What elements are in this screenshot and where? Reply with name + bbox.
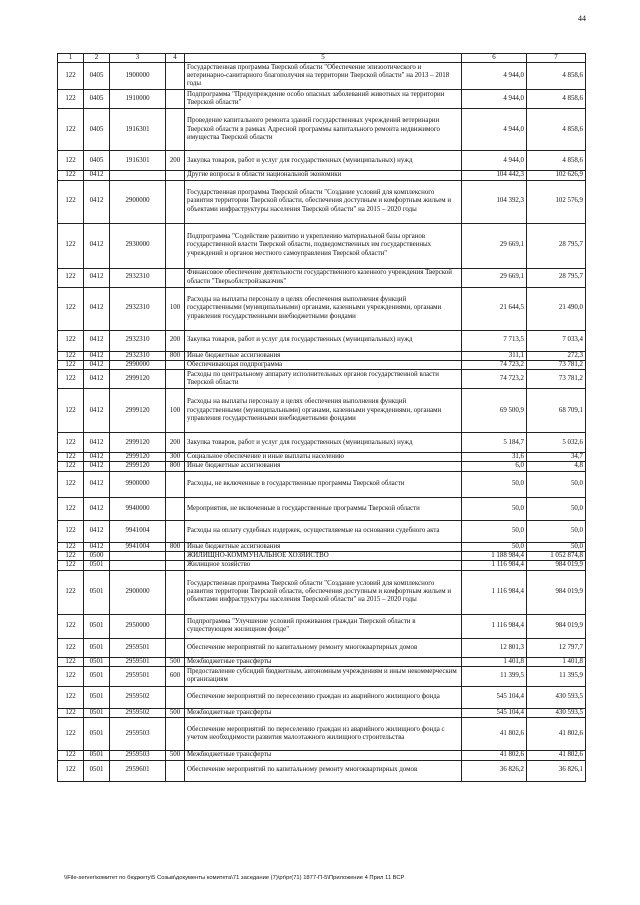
cell-target-code: 2932310 [110,287,166,330]
cell-amount-col6: 50,0 [462,542,527,551]
header-col-5: 5 [185,54,462,63]
cell-ministry-code: 122 [58,287,84,330]
cell-amount-col7: 984 019,9 [527,614,586,638]
cell-item-name: Подпрограмма "Предупреждение особо опасных заболеваний животных на территории Тверской области" [185,90,462,109]
cell-ministry-code: 122 [58,268,84,287]
cell-expense-type-code [166,471,185,497]
cell-section-code: 0501 [84,708,110,717]
cell-expense-type-code [166,718,185,751]
cell-section-code: 0412 [84,389,110,433]
cell-ministry-code: 122 [58,751,84,760]
cell-amount-col7: 4 858,6 [527,109,586,151]
cell-target-code: 9941004 [110,520,166,542]
cell-ministry-code: 122 [58,718,84,751]
cell-ministry-code: 122 [58,462,84,471]
cell-section-code: 0501 [84,638,110,657]
cell-target-code: 2999120 [110,389,166,433]
cell-amount-col6: 69 500,9 [462,389,527,433]
cell-amount-col7: 102 576,9 [527,180,586,223]
cell-ministry-code: 122 [58,389,84,433]
table-row [58,718,586,751]
cell-section-code: 0412 [84,497,110,520]
cell-item-name: Государственная программа Тверской области "Создание условий для комплексного развития территории Тверской области, обеспечения доступным и комфортным жильем и объектами инфраструктуры населения Тверской области" на 2015 – 2020 годы [185,180,462,223]
cell-ministry-code: 122 [58,497,84,520]
cell-amount-col7: 21 490,0 [527,287,586,330]
cell-section-code: 0501 [84,666,110,686]
cell-section-code: 0500 [84,552,110,561]
cell-target-code [110,561,166,570]
cell-expense-type-code [166,760,185,781]
cell-amount-col6: 1 116 984,4 [462,614,527,638]
cell-amount-col6: 36 826,2 [462,760,527,781]
cell-expense-type-code [166,497,185,520]
cell-ministry-code: 122 [58,351,84,360]
cell-target-code: 2999120 [110,433,166,453]
cell-target-code: 1916301 [110,151,166,171]
cell-expense-type-code [166,171,185,180]
cell-amount-col6: 21 644,5 [462,287,527,330]
cell-section-code: 0412 [84,287,110,330]
cell-amount-col6: 74 723,2 [462,360,527,369]
cell-item-name: Закупка товаров, работ и услуг для государственных (муниципальных) нужд [185,433,462,453]
cell-amount-col6: 6,0 [462,462,527,471]
cell-target-code: 9940000 [110,497,166,520]
cell-amount-col7: 41 802,6 [527,751,586,760]
cell-section-code: 0412 [84,171,110,180]
cell-section-code: 0412 [84,471,110,497]
cell-amount-col6: 1 116 984,4 [462,570,527,614]
table-row [58,471,586,497]
cell-expense-type-code: 500 [166,708,185,717]
cell-item-name: Государственная программа Тверской области "Обеспечение эпизоотического и ветеринарно-санитарного благополучия на территории Тверской области" на 2013 – 2018 годы [185,63,462,90]
cell-amount-col6: 104 392,3 [462,180,527,223]
table-row [58,666,586,686]
cell-amount-col7: 73 781,2 [527,370,586,389]
cell-amount-col6: 50,0 [462,497,527,520]
table-row [58,268,586,287]
cell-expense-type-code [166,614,185,638]
header-col-6: 6 [462,54,527,63]
cell-target-code: 2999120 [110,462,166,471]
header-col-3: 3 [110,54,166,63]
cell-section-code: 0412 [84,223,110,268]
cell-amount-col7: 4 858,6 [527,90,586,109]
cell-item-name: ЖИЛИЩНО-КОММУНАЛЬНОЕ ХОЗЯЙСТВО [185,552,462,561]
cell-expense-type-code [166,109,185,151]
cell-section-code: 0412 [84,542,110,551]
cell-amount-col7: 4 858,6 [527,151,586,171]
cell-target-code: 2900000 [110,180,166,223]
cell-item-name: Расходы на оплату судебных издержек, осуществляемые на основании судебного акта [185,520,462,542]
cell-section-code: 0501 [84,570,110,614]
table-row [58,708,586,717]
cell-amount-col6: 29 669,1 [462,268,527,287]
cell-ministry-code: 122 [58,433,84,453]
cell-amount-col6: 104 442,3 [462,171,527,180]
cell-amount-col6: 311,1 [462,351,527,360]
cell-amount-col7: 5 032,6 [527,433,586,453]
cell-section-code: 0405 [84,63,110,90]
table-row [58,520,586,542]
cell-item-name: Обеспечение мероприятий по переселению граждан из аварийного жилищного фонда с учетом необходимости развития малоэтажного жилищного строительства [185,718,462,751]
cell-section-code: 0412 [84,268,110,287]
cell-amount-col7: 68 709,1 [527,389,586,433]
table-row [58,180,586,223]
cell-target-code: 1910000 [110,90,166,109]
cell-amount-col7: 430 593,5 [527,708,586,717]
table-row [58,360,586,369]
cell-item-name: Расходы, не включенные в государственные программы Тверской области [185,471,462,497]
cell-item-name: Иные бюджетные ассигнования [185,542,462,551]
cell-expense-type-code [166,570,185,614]
cell-expense-type-code [166,223,185,268]
cell-expense-type-code: 500 [166,657,185,666]
table-row [58,453,586,462]
cell-section-code: 0412 [84,462,110,471]
cell-amount-col6: 4 944,0 [462,109,527,151]
cell-target-code: 2959501 [110,638,166,657]
budget-table [57,53,586,782]
cell-amount-col7: 34,7 [527,453,586,462]
cell-target-code: 9900000 [110,471,166,497]
cell-expense-type-code: 300 [166,453,185,462]
cell-ministry-code: 122 [58,330,84,351]
cell-item-name: Обеспечение мероприятий по переселению граждан из аварийного жилищного фонда [185,686,462,708]
cell-amount-col6: 1 401,8 [462,657,527,666]
cell-expense-type-code: 200 [166,330,185,351]
cell-target-code: 9941004 [110,542,166,551]
cell-amount-col6: 1 188 984,4 [462,552,527,561]
cell-expense-type-code: 600 [166,666,185,686]
table-body [58,63,586,781]
cell-item-name: Другие вопросы в области национальной экономики [185,171,462,180]
table-row [58,330,586,351]
cell-ministry-code: 122 [58,708,84,717]
cell-expense-type-code: 800 [166,351,185,360]
cell-amount-col6: 41 802,6 [462,718,527,751]
table-row [58,223,586,268]
header-col-1: 1 [58,54,84,63]
cell-expense-type-code: 800 [166,462,185,471]
cell-ministry-code: 122 [58,151,84,171]
cell-ministry-code: 122 [58,686,84,708]
cell-expense-type-code [166,63,185,90]
cell-target-code: 2932310 [110,268,166,287]
cell-item-name: Предоставление субсидий бюджетным, автономным учреждениям и иным некоммерческим организациям [185,666,462,686]
cell-expense-type-code [166,180,185,223]
cell-amount-col6: 12 801,3 [462,638,527,657]
cell-ministry-code: 122 [58,561,84,570]
cell-amount-col6: 545 104,4 [462,708,527,717]
cell-amount-col7: 102 626,9 [527,171,586,180]
table-row [58,542,586,551]
cell-amount-col7: 984 019,9 [527,561,586,570]
page-number: 44 [578,14,586,23]
cell-ministry-code: 122 [58,180,84,223]
cell-amount-col7: 272,3 [527,351,586,360]
cell-section-code: 0405 [84,151,110,171]
cell-amount-col7: 73 781,2 [527,360,586,369]
cell-ministry-code: 122 [58,171,84,180]
table-row [58,370,586,389]
cell-target-code: 2959501 [110,666,166,686]
cell-target-code: 2950000 [110,614,166,638]
cell-section-code: 0412 [84,453,110,462]
cell-amount-col7: 4,8 [527,462,586,471]
cell-item-name: Социальное обеспечение и иные выплаты населению [185,453,462,462]
cell-amount-col7: 50,0 [527,497,586,520]
cell-item-name: Иные бюджетные ассигнования [185,462,462,471]
cell-expense-type-code: 100 [166,287,185,330]
table-row [58,686,586,708]
cell-target-code: 2959502 [110,708,166,717]
table-row [58,638,586,657]
cell-expense-type-code [166,686,185,708]
cell-target-code [110,552,166,561]
table-row [58,287,586,330]
cell-target-code: 2900000 [110,570,166,614]
cell-item-name: Подпрограмма "Содействие развитию и укреплению материальной базы органов государственной власти Тверской области, подведомственных им государственных учреждений и органов местного самоуправления Тверской области" [185,223,462,268]
cell-amount-col7: 50,0 [527,471,586,497]
cell-ministry-code: 122 [58,453,84,462]
cell-section-code: 0501 [84,760,110,781]
cell-item-name: Расходы по центральному аппарату исполнительных органов государственной власти Тверской области [185,370,462,389]
cell-ministry-code: 122 [58,760,84,781]
cell-amount-col6: 50,0 [462,520,527,542]
cell-section-code: 0412 [84,351,110,360]
cell-target-code [110,171,166,180]
cell-expense-type-code [166,520,185,542]
table-row [58,561,586,570]
cell-amount-col6: 41 802,6 [462,751,527,760]
cell-ministry-code: 122 [58,471,84,497]
cell-ministry-code: 122 [58,614,84,638]
cell-section-code: 0405 [84,109,110,151]
cell-amount-col6: 5 184,7 [462,433,527,453]
cell-expense-type-code: 200 [166,433,185,453]
cell-expense-type-code: 500 [166,751,185,760]
cell-target-code: 2999120 [110,370,166,389]
cell-expense-type-code [166,638,185,657]
cell-section-code: 0412 [84,360,110,369]
cell-section-code: 0501 [84,657,110,666]
table-row [58,657,586,666]
cell-ministry-code: 122 [58,520,84,542]
table-row [58,552,586,561]
cell-target-code: 2959503 [110,718,166,751]
cell-expense-type-code: 800 [166,542,185,551]
table-row [58,760,586,781]
cell-amount-col6: 4 944,0 [462,90,527,109]
cell-item-name: Иные бюджетные ассигнования [185,351,462,360]
cell-expense-type-code: 200 [166,151,185,171]
cell-ministry-code: 122 [58,657,84,666]
table-row [58,90,586,109]
cell-ministry-code: 122 [58,370,84,389]
cell-item-name: Государственная программа Тверской области "Создание условий для комплексного развития территории Тверской области, обеспечения доступным и комфортным жильем и объектами инфраструктуры населения Тверской области" на 2015 – 2020 годы [185,570,462,614]
cell-amount-col7: 28 795,7 [527,223,586,268]
cell-item-name: Обеспечивающая подпрограмма [185,360,462,369]
cell-item-name: Проведение капитального ремонта зданий государственных учреждений ветеринарии Тверской области в рамках Адресной программы капитального ремонта недвижимого имущества Тверской области [185,109,462,151]
cell-amount-col7: 7 033,4 [527,330,586,351]
cell-ministry-code: 122 [58,223,84,268]
cell-section-code: 0501 [84,614,110,638]
cell-item-name: Межбюджетные трансферты [185,708,462,717]
cell-amount-col7: 1 052 874,8 [527,552,586,561]
cell-amount-col6: 1 116 984,4 [462,561,527,570]
cell-section-code: 0412 [84,520,110,542]
table-row [58,614,586,638]
cell-item-name: Подпрограмма "Улучшение условий проживания граждан Тверской области в существующем жилищном фонде" [185,614,462,638]
cell-target-code: 2990000 [110,360,166,369]
table-row [58,151,586,171]
cell-ministry-code: 122 [58,570,84,614]
cell-ministry-code: 122 [58,552,84,561]
cell-item-name: Мероприятия, не включенные в государственные программы Тверской области [185,497,462,520]
cell-expense-type-code [166,90,185,109]
cell-ministry-code: 122 [58,638,84,657]
cell-section-code: 0501 [84,561,110,570]
cell-ministry-code: 122 [58,542,84,551]
cell-section-code: 0412 [84,180,110,223]
cell-section-code: 0501 [84,686,110,708]
cell-section-code: 0412 [84,370,110,389]
cell-amount-col7: 430 593,5 [527,686,586,708]
cell-target-code: 2959503 [110,751,166,760]
cell-expense-type-code [166,370,185,389]
table-row [58,462,586,471]
cell-target-code: 1900000 [110,63,166,90]
cell-amount-col6: 4 944,0 [462,63,527,90]
cell-expense-type-code [166,561,185,570]
cell-target-code: 2999120 [110,453,166,462]
cell-target-code: 2959601 [110,760,166,781]
table-row [58,751,586,760]
cell-expense-type-code [166,268,185,287]
cell-section-code: 0412 [84,330,110,351]
cell-amount-col6: 29 669,1 [462,223,527,268]
cell-amount-col6: 31,6 [462,453,527,462]
cell-amount-col6: 7 713,5 [462,330,527,351]
cell-amount-col7: 50,0 [527,520,586,542]
cell-expense-type-code [166,360,185,369]
cell-target-code: 2930000 [110,223,166,268]
cell-target-code: 2959501 [110,657,166,666]
cell-item-name: Расходы на выплаты персоналу в целях обеспечения выполнения функций государственными (муниципальными) органами, казенными учреждениями, органами управления государственными внебюджетными фондами [185,389,462,433]
table-row [58,171,586,180]
header-col-2: 2 [84,54,110,63]
table-row [58,63,586,90]
cell-amount-col7: 50,0 [527,542,586,551]
cell-item-name: Межбюджетные трансферты [185,751,462,760]
cell-amount-col7: 4 858,6 [527,63,586,90]
cell-ministry-code: 122 [58,360,84,369]
cell-item-name: Жилищное хозяйство [185,561,462,570]
cell-item-name: Межбюджетные трансферты [185,657,462,666]
table-header-row [58,54,586,63]
cell-target-code: 2932310 [110,351,166,360]
cell-section-code: 0501 [84,751,110,760]
cell-target-code: 1916301 [110,109,166,151]
cell-ministry-code: 122 [58,63,84,90]
cell-item-name: Обеспечение мероприятий по капитальному ремонту многоквартирных домов [185,760,462,781]
table-row [58,433,586,453]
header-col-7: 7 [527,54,586,63]
cell-item-name: Финансовое обеспечение деятельности государственного казенного учреждения Тверской области "Тверьоблстройзаказчик" [185,268,462,287]
table-row [58,570,586,614]
cell-amount-col6: 11 399,5 [462,666,527,686]
cell-amount-col6: 50,0 [462,471,527,497]
cell-amount-col7: 41 802,6 [527,718,586,751]
cell-item-name: Закупка товаров, работ и услуг для государственных (муниципальных) нужд [185,330,462,351]
cell-amount-col6: 545 104,4 [462,686,527,708]
cell-ministry-code: 122 [58,90,84,109]
cell-expense-type-code [166,552,185,561]
cell-amount-col7: 28 795,7 [527,268,586,287]
cell-amount-col6: 74 723,2 [462,370,527,389]
cell-target-code: 2959502 [110,686,166,708]
cell-item-name: Расходы на выплаты персоналу в целях обеспечения выполнения функций государственными (муниципальными) органами, казенными учреждениями, органами управления государственными внебюджетными фондами [185,287,462,330]
cell-section-code: 0405 [84,90,110,109]
cell-section-code: 0412 [84,433,110,453]
cell-amount-col7: 1 401,8 [527,657,586,666]
cell-item-name: Закупка товаров, работ и услуг для государственных (муниципальных) нужд [185,151,462,171]
cell-amount-col7: 12 797,7 [527,638,586,657]
cell-ministry-code: 122 [58,109,84,151]
cell-item-name: Обеспечение мероприятий по капитальному ремонту многоквартирных домов [185,638,462,657]
cell-amount-col6: 4 944,0 [462,151,527,171]
table-row [58,497,586,520]
cell-ministry-code: 122 [58,666,84,686]
footer-file-path: \\File-server\комитет по бюджету\5 Созыв\документы комитета\71 заседание (7)\pr\pr(71) 1877-П-5\Приложение 4 Прил 11 ВСР [64,875,405,881]
cell-section-code: 0501 [84,718,110,751]
cell-target-code: 2932310 [110,330,166,351]
table-row [58,389,586,433]
table-row [58,351,586,360]
table-row [58,109,586,151]
cell-amount-col7: 984 019,9 [527,570,586,614]
header-col-4: 4 [166,54,185,63]
cell-amount-col7: 11 395,9 [527,666,586,686]
cell-expense-type-code: 100 [166,389,185,433]
cell-amount-col7: 36 826,1 [527,760,586,781]
